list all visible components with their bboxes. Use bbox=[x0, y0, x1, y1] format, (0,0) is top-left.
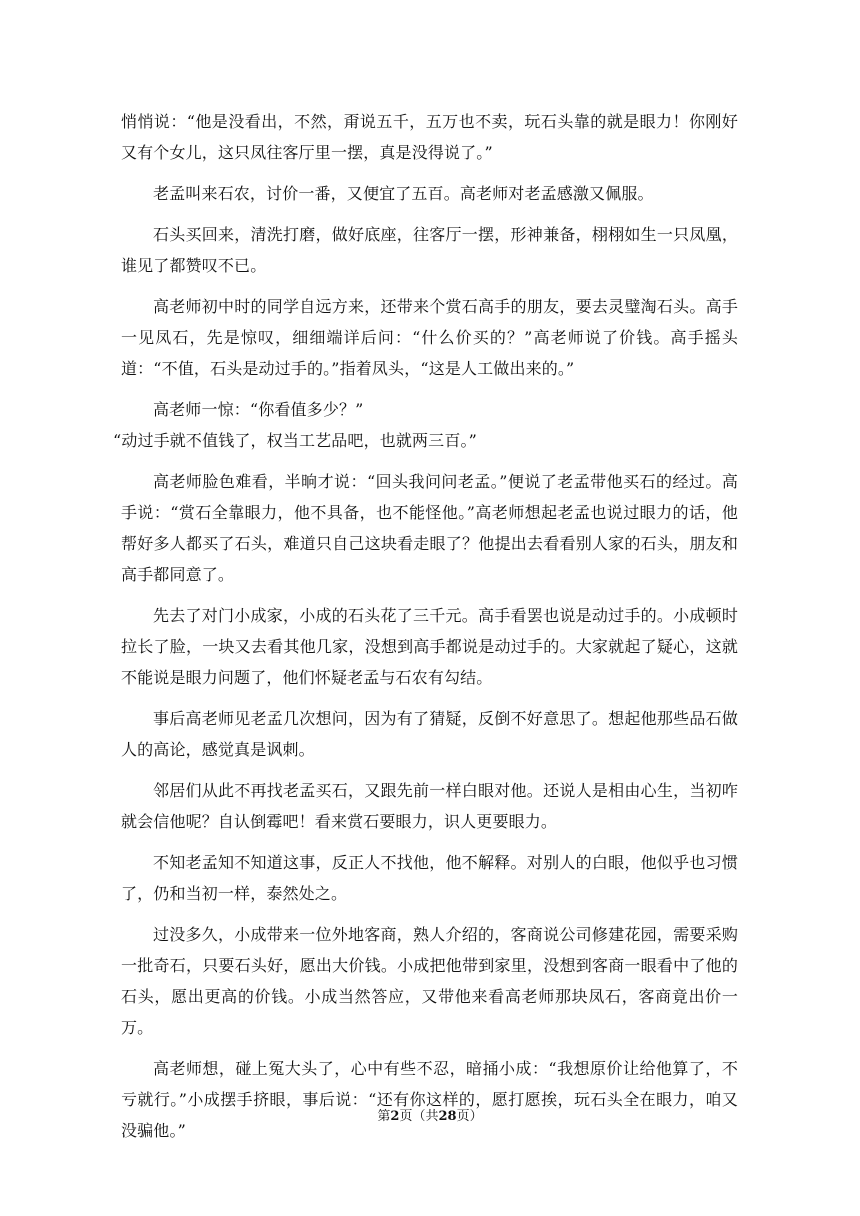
footer-suffix: 页） bbox=[456, 1109, 483, 1124]
paragraph: 邻居们从此不再找老孟买石，又跟先前一样白眼对他。还说人是相由心生，当初咋就会信他呢？自认倒霉吧！看来赏石要眼力，识人更要眼力。 bbox=[121, 781, 738, 831]
paragraph: 高老师脸色难看，半晌才说：“回头我问问老孟。”便说了老孟带他买石的经过。高手说：“赏石全靠眼力，他不具备，也不能怪他。”高老师想起老孟也说过眼力的话，他帮好多人都买了石头，难道只自己这块看走眼了？他提出去看看别人家的石头，朋友和高手都同意了。 bbox=[121, 472, 738, 584]
paragraph: 高老师一惊：“你看值多少？” bbox=[153, 400, 364, 419]
paragraph: 石头买回来，清洗打磨，做好底座，往客厅一摆，形神兼备，栩栩如生一只凤凰，谁见了都赞叹不已。 bbox=[121, 225, 738, 275]
paragraph: 先去了对门小成家，小成的石头花了三千元。高手看罢也说是动过手的。小成顿时拉长了脸，一块又去看其他几家，没想到高手都说是动过手的。大家就起了疑心，这就不能说是眼力问题了，他们怀疑老孟与石农有勾结。 bbox=[121, 606, 738, 687]
paragraph: 不知老孟知不知道这事，反正人不找他，他不解释。对别人的白眼，他似乎也习惯了，仍和当初一样，泰然处之。 bbox=[121, 853, 738, 903]
page-footer bbox=[0, 1108, 860, 1126]
total-pages: 28 bbox=[438, 1109, 457, 1124]
paragraph: 高老师想，碰上冤大头了，心中有些不忍，暗捅小成：“我想原价让给他算了，不亏就行。”小成摆手挤眼，事后说：“还有你这样的，愿打愿挨，玩石头全在眼力，咱又没骗他。” bbox=[121, 1059, 738, 1140]
paragraph: 悄悄说：“他是没看出，不然，甭说五千，五万也不卖，玩石头靠的就是眼力！你刚好又有个女儿，这只凤往客厅里一摆，真是没得说了。” bbox=[121, 112, 738, 162]
paragraph: 高老师初中时的同学自远方来，还带来个赏石高手的朋友，要去灵璧淘石头。高手一见凤石，先是惊叹，细细端详后问：“什么价买的？”高老师说了价钱。高手摇头道：“不值，石头是动过手的。”指着凤头，“这是人工做出来的。” bbox=[121, 297, 738, 378]
paragraph: “动过手就不值钱了，权当工艺品吧，也就两三百。” bbox=[113, 431, 477, 450]
article-body bbox=[113, 106, 738, 1146]
footer-prefix: 第 bbox=[377, 1109, 391, 1124]
footer-middle: 页（共 bbox=[399, 1109, 439, 1124]
paragraph: 老孟叫来石农，讨价一番，又便宜了五百。高老师对老孟感激又佩服。 bbox=[153, 184, 654, 203]
paragraph: 过没多久，小成带来一位外地客商，熟人介绍的，客商说公司修建花园，需要采购一批奇石，只要石头好，愿出大价钱。小成把他带到家里，没想到客商一眼看中了他的石头，愿出更高的价钱。小成当然答应，又带他来看高老师那块凤石，客商竟出价一万。 bbox=[121, 925, 738, 1037]
paragraph: 事后高老师见老孟几次想问，因为有了猜疑，反倒不好意思了。想起他那些品石做人的高论，感觉真是讽刺。 bbox=[121, 709, 738, 759]
page-number: 2 bbox=[390, 1109, 400, 1124]
